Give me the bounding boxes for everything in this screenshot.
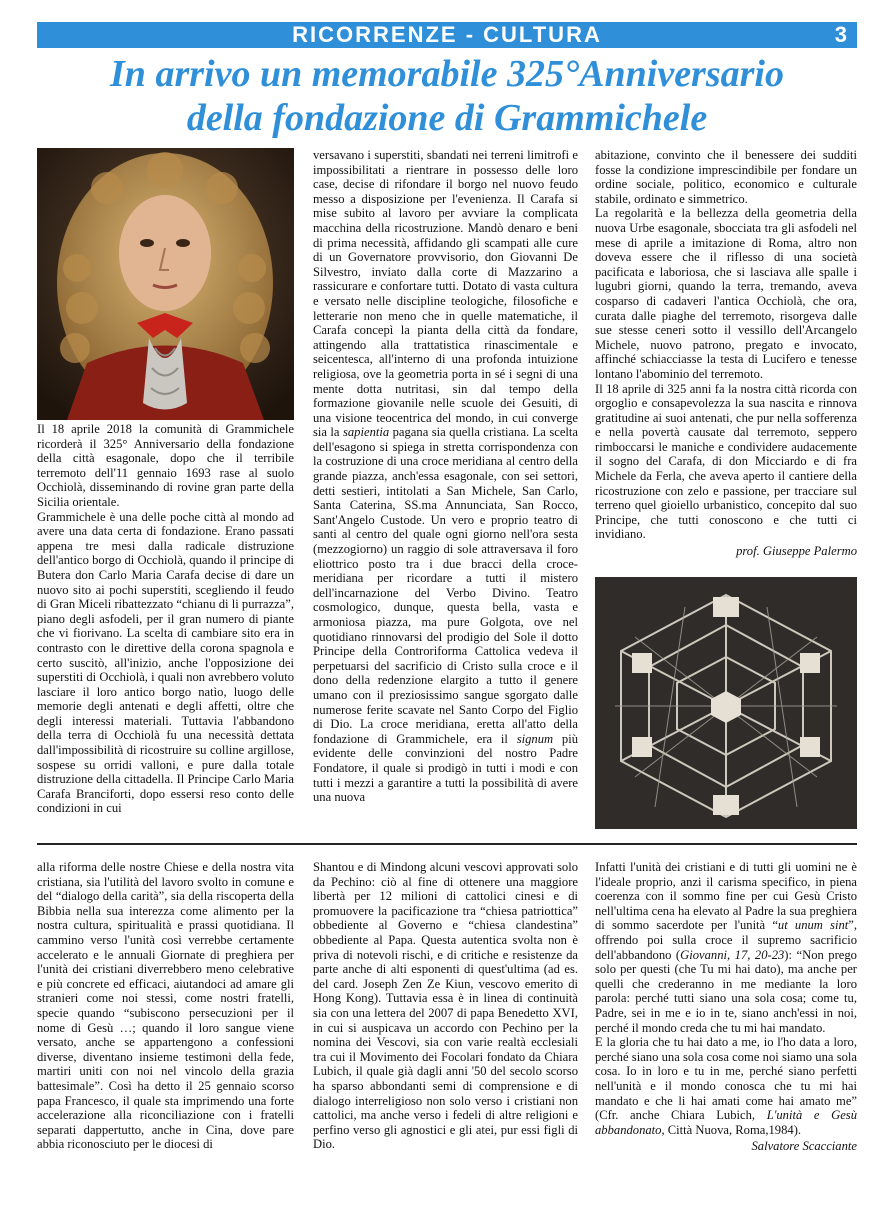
article2-signature: Salvatore Scacciante: [751, 1139, 857, 1154]
article1-paragraph: Il 18 aprile 2018 la comunità di Grammichele ricorderà il 325° Anniversario della fondazione della città esagonale, dopo che il terribile terremoto dell'11 gennaio 1693 rase al suolo Occhiolà, disseminando di rovine gran parte della Sicilia orientale.: [37, 422, 294, 509]
emphasis-text: signum: [516, 731, 554, 746]
portrait-image: [37, 148, 294, 420]
text-run: pagana sia quella cristiana. La scelta dell'esagono si spiega in stretta corrispondenza con la costruzione di una croce meridiana al centro della grande piazza, anch'essa esagonale, con sei settori, detti sestieri, intitolati a San Michele, San Carlo, Santa Caterina, SS.ma Annunciata, San Rocco, Sant'Angelo Custode. Un vero e proprio teatro di santi al centro del quale ogni giorno nell'ora sesta (mezzogiorno) un raggio di sole attraversava il foro eliottrico posto tra i due bracci della croce-meridiana per ricordare a tutti il mistero dell'incarnazione del Verbo Divino. Teatro cosmologico, dunque, questa bella, vasta e armoniosa piazza, ma pure Golgota, ove nel quotidiano rinnovarsi del prodigio del Sole il dotto Principe della Controriforma Cattolica vedeva il perpetuarsi del sacrificio di Cristo sulla croce e il dono della redenzione elargito a tutto il genere umano con il preziosissimo sangue sgorgato dalle numerose ferite scavate nel Santo Corpo del Figlio di Dio. La croce meridiana, eretta all'atto della fondazione di Grammichele, era il: [313, 425, 579, 746]
text-run: ”, offrendo poi sulla croce il supremo sacrificio dell'abbandono (: [595, 918, 857, 962]
text-run: versavano i superstiti, sbandati nei terreni limitrofi e impossibilitati a rientrare in possesso delle loro case, decise di rifondare il borgo nel nuovo feudo messo a disposizione per l'evenienza. Il Carafa si mise subito al lavoro per avviare la complicata macchina della ricostruzione. Mandò denaro e beni di prima necessità, affidando gli scampati alle cure di un Governatore provvisorio, don Giovanni De Silvestro, inviato dalla corte di Mazzarino a rassicurare e confortare tutti. Dotato di vasta cultura e versato nelle discipline teologiche, filosofiche e letterarie non meno che in quelle matematiche, il Carafa concepì la pianta della città da fondare, attingendo alla trattatistica rinascimentale e seicentesca, all'interno di una profonda intuizione religiosa, ove la geometria porta in sé i segni di una mente dotta nutritasi, sin dal tempo della formazione giovanile nelle scuole dei Gesuiti, di una visione teocentrica del mondo, in cui converge sia la: [313, 148, 578, 440]
city-plan-illustration: [595, 577, 857, 829]
emphasis-text: ut unum sint: [777, 918, 849, 933]
article1-paragraph: Grammichele è una delle poche città al mondo ad avere una data certa di fondazione. Erano passati appena tre mesi dalla radicale distruzione dell'antico borgo di Occhiolà, quando il principe di Butera don Carlo Maria Carafa decise di dare un nuovo sito ai pochi superstiti, scegliendo il feudo di Gran Miceli ribattezzato “chianu di li purrazza”, piano degli asfodeli, per il gran numero di piante che vi fiorivano. La scelta di cambiare sito era in contrasto con le direttive della corona spagnola e certo suscitò, all'inizio, anche l'opposizione dei superstiti di Occhiolà, i quali non avrebbero voluto lasciare il loro antico borgo natìo, luogo delle memorie degli antenati e degli affetti, oltre che degli interessi materiali. Tuttavia l'abbandono della terra di Occhiolà fu una necessità dettata dall'impossibilità di ricostruire su colline argillose, sospese su orridi valloni, e pure dalla totale distruzione della cittadella. Il Principe Carlo Maria Carafa Branciforti, dopo essersi reso conto delle condizioni in cui: [37, 509, 294, 816]
headline: [37, 52, 857, 140]
page-number: 3: [834, 22, 847, 47]
emphasis-text: sapientia: [342, 425, 390, 440]
article-divider: [37, 843, 857, 845]
text-run: ): “Non prego solo per questi (che Tu mi hai dato), ma anche per quelli che crederanno in me mediante la loro parola: perché tutti siano una sola cosa; come tu, Padre, sei in me e io in te, siano anch'essi in noi, perché il mondo creda che tu mi hai mandato.: [595, 947, 857, 1035]
headline-line-1: In arrivo un memorabile 325°Anniversario: [110, 53, 784, 95]
article2-paragraph: [595, 860, 857, 1035]
headline-line-2: della fondazione di Grammichele: [186, 97, 708, 139]
portrait-illustration: [37, 148, 294, 420]
article2-paragraph: Shantou e di Mindong alcuni vescovi approvati solo da Pechino: ciò al fine di ottenere una maggiore libertà per 12 milioni di cattolici cinesi e di promuovere la pacificazione tra “chiesa patriottica” obbediente al Governo e “chiesa clandestina” obbediente al Papa. Questa autentica svolta non è priva di notevoli rischi, e di critiche e resistenze da parte anche di alti esponenti di quest'ultima (ad es. del card. Joseph Zen Ze Kiun, vescovo emerito di Hong Kong). Tuttavia essa è in linea di continuità sia con una lettera del 2007 di papa Benedetto XVI, in cui si auspicava un accordo con Pechino per la nomina dei Vescovi, sia con varie realtà ecclesiali tra cui il Movimento dei Focolari fondato da Chiara Lubich, il quale già dagli anni '50 del secolo scorso ha sparso abbondanti semi di comprensione e di dialogo interreligioso non solo verso i cristiani non cattolici, ma anche verso i fedeli di altre religioni e perfino verso gli agnostici e gli atei, pur essi figli di Dio.: [313, 860, 578, 1152]
section-banner: [37, 22, 857, 48]
article2-column-2: [313, 860, 578, 1152]
article1-paragraph: [313, 148, 578, 805]
article2-paragraph: alla riforma delle nostre Chiese e della nostra vita cristiana, sia l'utilità del lavoro svolto in comune e del “dialogo della carità”, sia della riscoperta della Bibbia nella sua interezza come alimento per la nostra cultura, spiritualità e prassi quotidiana. Il cammino verso l'unità così verrebbe certamente accelerato e le annuali Giornate di preghiera per l'unità dei cristiani diverrebbero meno celebrative e più concrete ed efficaci, aiutandoci ad amare gli stranieri come noi stessi, come nostri fratelli, specie quando “subiscono persecuzioni per il nome di Gesù …; quando il loro sangue viene versato, anche se appartengono a confessioni diverse, diventano insieme testimoni della fede, martiri uniti con noi nel vincolo della grazia battesimale”. Così ha detto il 25 gennaio scorso papa Francesco, il quale sta imprimendo una forte accelerazione alla riconciliazione con i fratelli separati dappertutto, anche in Cina, dove pare abbia riconosciuto per le diocesi di: [37, 860, 294, 1152]
article1-signature: prof. Giuseppe Palermo: [736, 544, 857, 559]
article2-column-1: [37, 860, 294, 1152]
text-run: E la gloria che tu hai dato a me, io l'ho data a loro, perché siano una sola cosa come noi siamo una sola cosa. Io in loro e tu in me, perché siano perfetti nell'unità e il mondo conosca che tu mi hai mandato e che li hai amati come hai amato me” (Cfr. anche Chiara Lubich,: [595, 1035, 857, 1123]
section-title: RICORRENZE - CULTURA: [292, 22, 602, 47]
city-plan-image: [595, 577, 857, 829]
article2-paragraph: [595, 1035, 857, 1137]
article1-paragraph: abitazione, convinto che il benessere dei sudditi fosse la condizione imprescindibile per fondare un ordine sociale, politico, economico e culturale stabile, ordinato e simmetrico.: [595, 148, 857, 206]
article1-column-2: [313, 148, 578, 805]
article1-paragraph: La regolarità e la bellezza della geometria della nuova Urbe esagonale, sbocciata tra gli asfodeli nel mese di aprile a imitazione di Roma, altro non doveva essere che il riflesso di una società pacificata e laboriosa, che si lasciava alle spalle i lugubri giorni, quando la terra, tremando, aveva cosparso di cadaveri l'antica Occhiolà, che ora, curata dalle piaghe del terremoto, risorgeva dalle sue stesse ceneri sotto il vessillo dell'Arcangelo Michele, nuovo patrono, pregato e invocato, affinché schiacciasse la testa di Lucifero e tenesse lontano l'abominio del terremoto.: [595, 206, 857, 381]
article1-column-1: [37, 422, 294, 816]
emphasis-text: L'unità e Gesù abbandonato: [595, 1108, 857, 1137]
article1-paragraph: Il 18 aprile di 325 anni fa la nostra città ricorda con orgoglio e consapevolezza la sua nascita e rinnova gratitudine ai suoi antenati, che pur nella sofferenza e nella povertà causate dal terremoto, seppero rimboccarsi le maniche e condividere audacemente il sogno del Carafa, di don Micciardo e di fra Michele da Ferla, che aveva aperto il cantiere della ricostruzione con zelo e passione, per tracciare sul terreno quel gioiello urbanistico, concepito dal suo Principe, che tutti conoscono e che tutti ci invidiano.: [595, 381, 857, 542]
text-run: , Città Nuova, Roma,1984).: [661, 1122, 802, 1137]
article1-column-3: [595, 148, 857, 559]
text-run: più evidente delle convinzioni del nostro Padre Fondatore, il quale si prodigò in tutti i modi e con tutti i mezzi a garantire a tutti la possibilità di avere una nuova: [313, 731, 579, 805]
text-run: Infatti l'unità dei cristiani e di tutti gli uomini ne è l'ideale proprio, anzi il carisma specifico, in piena coerenza con il sommo fine per cui Gesù Cristo nell'ultima cena ha elevato al Padre la sua preghiera di sommo sacerdote per l'unità “: [595, 860, 857, 933]
emphasis-text: Giovanni, 17, 20-23: [680, 947, 785, 962]
article2-column-3: [595, 860, 857, 1154]
